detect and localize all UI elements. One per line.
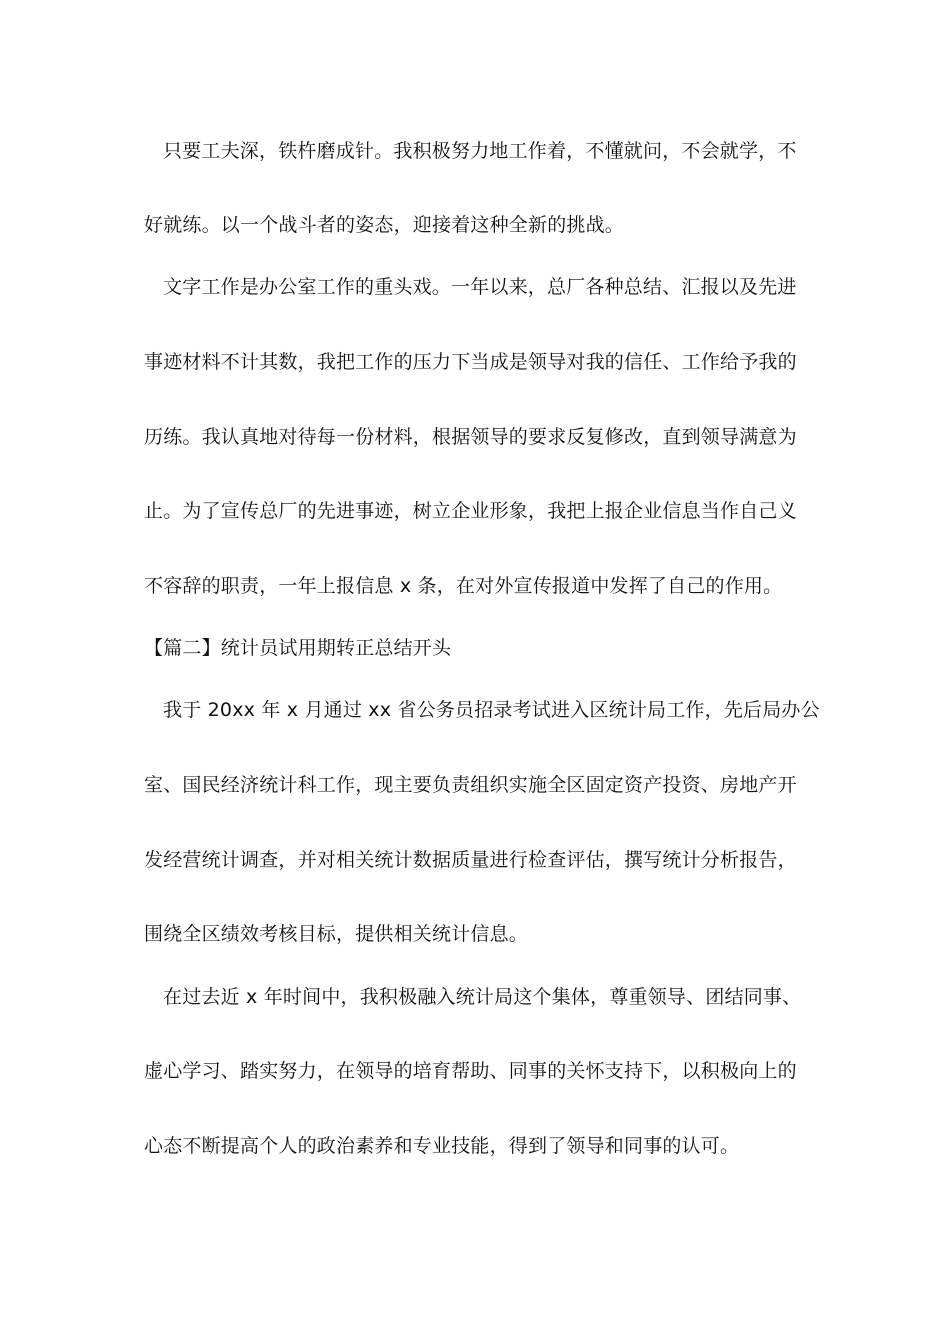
paragraph-line: 好就练。以一个战斗者的姿态，迎接着这种全新的挑战。 [144, 214, 625, 236]
paragraph-line: 止。为了宣传总厂的先进事迹，树立企业形象，我把上报企业信息当作自己义 [144, 500, 797, 522]
paragraph-line: 围绕全区绩效考核目标，提供相关统计信息。 [144, 923, 529, 945]
paragraph-line: 虚心学习、踏实努力，在领导的培育帮助、同事的关怀支持下，以积极向上的 [144, 1060, 797, 1082]
paragraph-line: 心态不断提高个人的政治素养和专业技能，得到了领导和同事的认可。 [144, 1135, 740, 1157]
paragraph-line: 室、国民经济统计科工作，现主要负责组织实施全区固定资产投资、房地产开 [144, 774, 797, 796]
paragraph-line: 在过去近 x 年时间中，我积极融入统计局这个集体，尊重领导、团结同事、 [163, 986, 802, 1008]
paragraph-line: 发经营统计调查，并对相关统计数据质量进行检查评估，撰写统计分析报告， [144, 849, 797, 871]
paragraph-line: 只要工夫深，铁杵磨成针。我积极努力地工作着，不懂就问，不会就学，不 [163, 140, 797, 162]
section-heading: 【篇二】统计员试用期转正总结开头 [144, 637, 452, 659]
paragraph-line: 我于 20xx 年 x 月通过 xx 省公务员招录考试进入区统计局工作，先后局办公 [163, 699, 820, 721]
paragraph-line: 不容辞的职责，一年上报信息 x 条，在对外宣传报道中发挥了自己的作用。 [144, 575, 783, 597]
paragraph-line: 历练。我认真地对待每一份材料，根据领导的要求反复修改，直到领导满意为 [144, 426, 797, 448]
paragraph-line: 文字工作是办公室工作的重头戏。一年以来，总厂各种总结、汇报以及先进 [163, 276, 797, 298]
paragraph-line: 事迹材料不计其数，我把工作的压力下当成是领导对我的信任、工作给予我的 [144, 351, 797, 373]
